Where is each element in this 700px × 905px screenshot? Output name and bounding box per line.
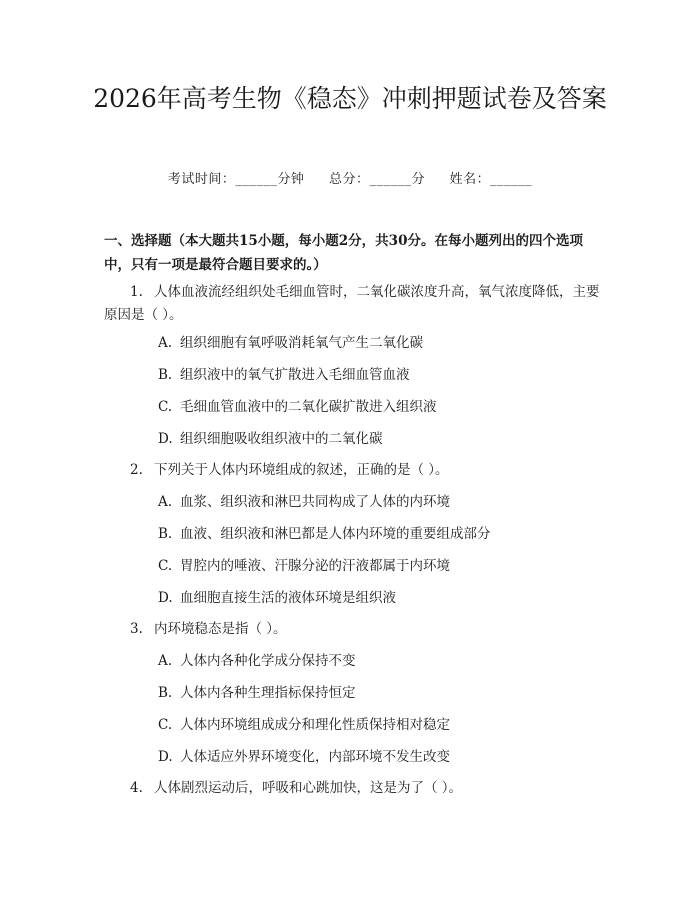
option-text: 组织细胞吸收组织液中的二氧化碳 <box>180 431 383 447</box>
section-heading: 一、选择题（本大题共15小题，每小题2分，共30分。在每小题列出的四个选项中，只有一项是最符合题目要求的。） <box>104 233 583 273</box>
option-key: D. <box>158 749 173 765</box>
question-text: 人体剧烈运动后，呼吸和心跳加快，这是为了（ ）。 <box>154 780 463 796</box>
total-score: 总分：______分 <box>328 172 425 187</box>
question-number: 4. <box>130 780 143 796</box>
option-text: 血细胞直接生活的液体环境是组织液 <box>180 590 396 606</box>
option-3c <box>158 715 450 735</box>
option-key: A. <box>158 494 173 510</box>
option-key: D. <box>158 431 173 447</box>
option-2d <box>158 588 396 608</box>
option-text: 人体适应外界环境变化，内部环境不发生改变 <box>180 749 450 765</box>
option-text: 人体内各种化学成分保持不变 <box>180 653 356 669</box>
option-key: C. <box>158 558 173 574</box>
exam-time: 考试时间：______分钟 <box>167 172 305 187</box>
student-name: 姓名：______ <box>449 172 533 187</box>
question-text: 人体血液流经组织处毛细血管时，二氧化碳浓度升高，氧气浓度降低，主要原因是（ ）。 <box>104 284 600 323</box>
option-2c <box>158 556 450 576</box>
option-text: 血液、组织液和淋巴都是人体内环境的重要组成部分 <box>180 526 491 542</box>
question-number: 3. <box>130 621 143 637</box>
option-text: 胃腔内的唾液、汗腺分泌的汗液都属于内环境 <box>180 558 450 574</box>
option-text: 人体内环境组成成分和理化性质保持相对稳定 <box>180 717 450 733</box>
option-key: D. <box>158 590 173 606</box>
option-3b <box>158 683 356 703</box>
option-text: 组织液中的氧气扩散进入毛细血管血液 <box>180 367 410 383</box>
page-title: 2026年高考生物《稳态》冲刺押题试卷及答案 <box>93 84 607 113</box>
option-text: 血浆、组织液和淋巴共同构成了人体的内环境 <box>180 494 450 510</box>
exam-meta <box>0 168 700 187</box>
option-3a <box>158 651 356 671</box>
option-3d <box>158 747 450 767</box>
question-text: 内环境稳态是指（ ）。 <box>154 621 287 637</box>
question-text: 下列关于人体内环境组成的叙述，正确的是（ ）。 <box>154 462 449 478</box>
option-text: 毛细血管血液中的二氧化碳扩散进入组织液 <box>180 399 437 415</box>
option-1a <box>158 333 423 353</box>
option-key: C. <box>158 717 173 733</box>
option-1b <box>158 365 410 385</box>
question-number: 1. <box>130 284 143 300</box>
option-1c <box>158 397 437 417</box>
option-key: B. <box>158 526 173 542</box>
option-1d <box>158 429 383 449</box>
option-key: B. <box>158 367 173 383</box>
question-1 <box>104 281 600 327</box>
option-text: 人体内各种生理指标保持恒定 <box>180 685 356 701</box>
option-2b <box>158 524 491 544</box>
option-text: 组织细胞有氧呼吸消耗氧气产生二氧化碳 <box>180 335 423 351</box>
option-key: B. <box>158 685 173 701</box>
question-2 <box>104 459 600 482</box>
option-key: A. <box>158 653 173 669</box>
question-4 <box>104 777 600 800</box>
question-3 <box>104 618 600 641</box>
option-key: C. <box>158 399 173 415</box>
option-2a <box>158 492 450 512</box>
option-key: A. <box>158 335 173 351</box>
question-number: 2. <box>130 462 143 478</box>
